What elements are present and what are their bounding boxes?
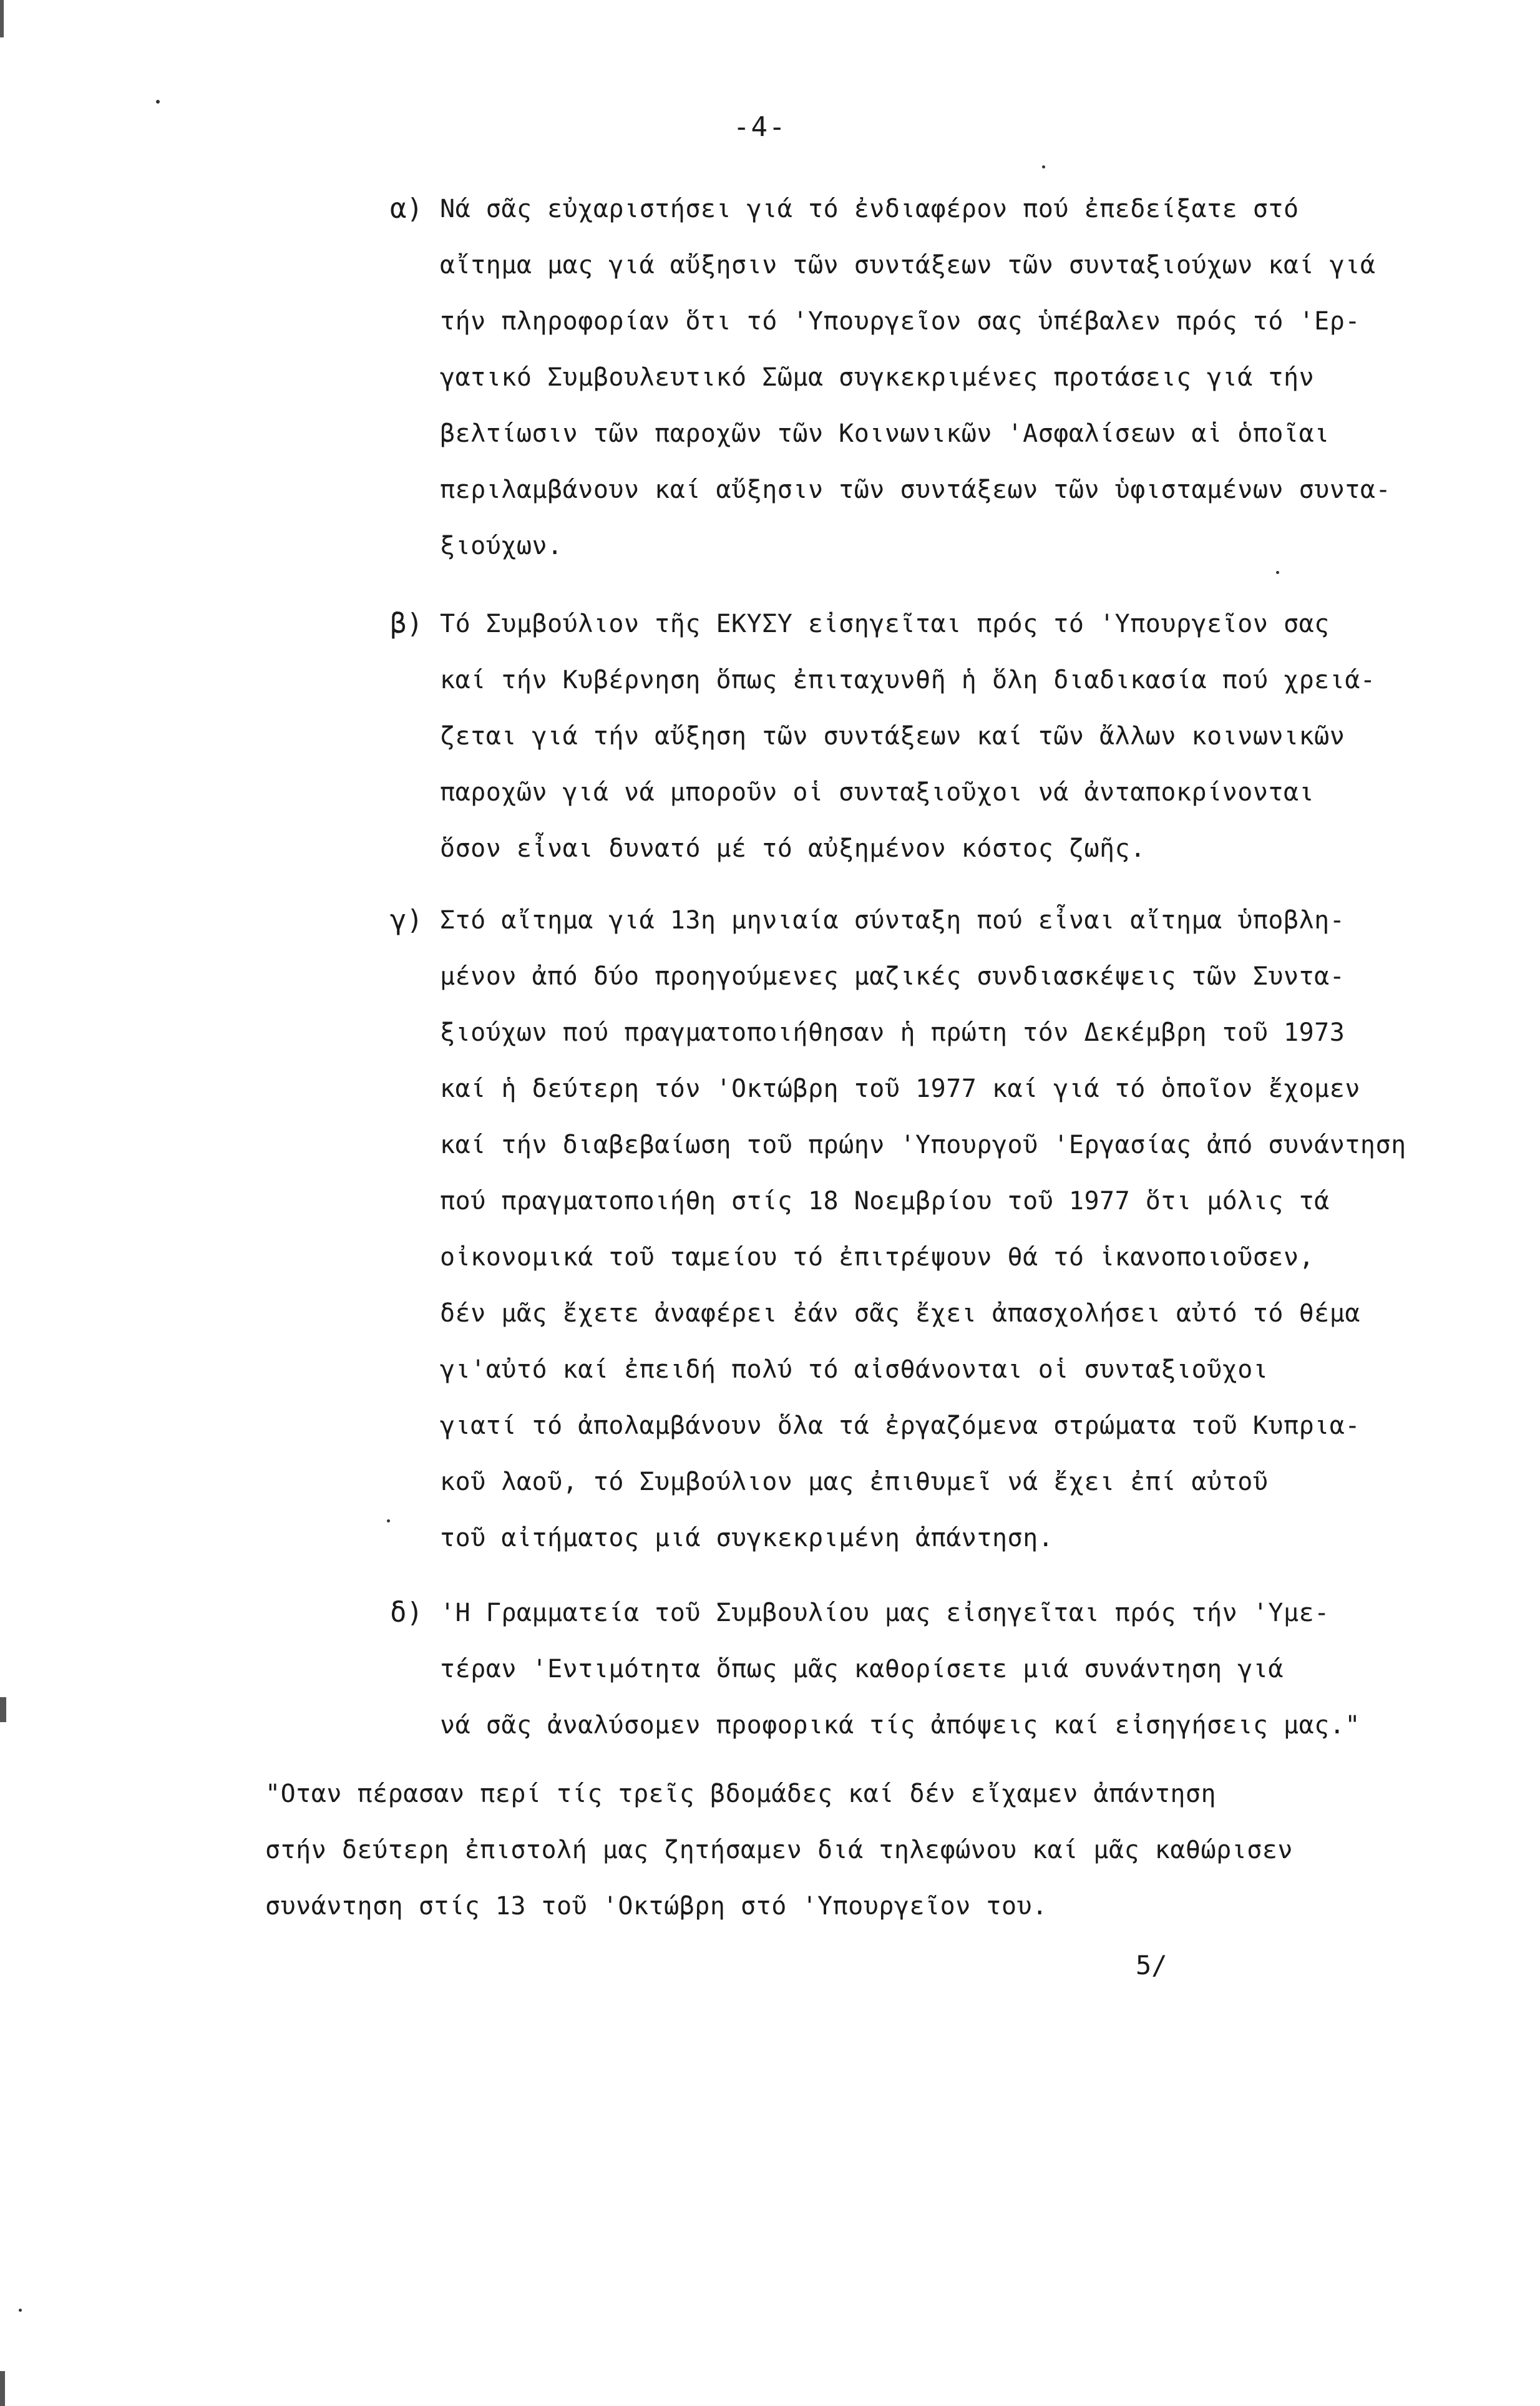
scan-speck xyxy=(387,1519,390,1522)
scan-edge-mark xyxy=(0,1697,6,1722)
continuation-reference: 5/ xyxy=(1136,1950,1167,1980)
item-text: Νά σᾶς εὐχαριστήσει γιά τό ἐνδιαφέρον πού ἐπεδείξατε στό αἴτημα μας γιά αὔξησιν τῶν συντάξεων τῶν συνταξιούχων καί γιά τήν πληροφορίαν ὅτι τό 'Υπουργεῖον σας ὑπέβαλεν πρός τό 'Ερ- γατικό Συμβουλευτικό Σῶμα συγκεκριμένες προτάσεις γιά τήν βελτίωσιν τῶν παροχῶν τῶν Κοινωνικῶν 'Ασφαλίσεων αἱ ὁποῖαι περιλαμβάνουν καί αὔξησιν τῶν συντάξεων τῶν ὑφισταμένων συντα- ξιούχων. xyxy=(440,195,1391,560)
page-number: -4- xyxy=(733,111,787,143)
item-label: δ) xyxy=(390,1597,423,1629)
item-label: α) xyxy=(390,193,423,225)
scan-speck xyxy=(1276,571,1279,574)
scan-edge-mark xyxy=(0,0,4,37)
list-item-alpha xyxy=(390,181,1457,574)
closing-paragraph: "Οταν πέρασαν περί τίς τρεῖς βδομάδες καί δέν εἴχαμεν ἀπάντηση στήν δεύτερη ἐπιστολή μας ζητήσαμεν διά τηλεφώνου καί μᾶς καθώρισεν συνάντηση στίς 13 τοῦ 'Οκτώβρη στό 'Υπουργεῖον του. xyxy=(265,1780,1293,1921)
item-label: β) xyxy=(390,608,423,640)
item-text: Τό Συμβούλιον τῆς ΕΚΥΣΥ εἰσηγεῖται πρός τό 'Υπουργεῖον σας καί τήν Κυβέρνηση ὅπως ἐπιταχυνθῆ ἡ ὅλη διαδικασία πού χρειά- ζεται γιά τήν αὔξηση τῶν συντάξεων καί τῶν ἄλλων κοινωνικῶν παροχῶν γιά νά μποροῦν οἱ συνταξιοῦχοι νά ἀνταποκρίνονται ὅσον εἶναι δυνατό μέ τό αὐξημένον κόστος ζωῆς. xyxy=(440,610,1376,863)
list-item-delta xyxy=(390,1585,1457,1753)
item-text: 'Η Γραμματεία τοῦ Συμβουλίου μας εἰσηγεῖται πρός τήν 'Υμε- τέραν 'Εντιμότητα ὅπως μᾶς καθορίσετε μιά συνάντηση γιά νά σᾶς ἀναλύσομεν προφορικά τίς ἀπόψεις καί εἰσηγήσεις μας." xyxy=(440,1599,1360,1740)
list-item-gamma xyxy=(390,892,1457,1566)
scan-speck xyxy=(1042,165,1045,168)
list-item-beta xyxy=(390,596,1457,877)
scan-edge-mark xyxy=(0,2371,5,2406)
scan-speck xyxy=(156,100,160,104)
item-text: Στό αἴτημα γιά 13η μηνιαία σύνταξη πού εἶναι αἴτημα ὑποβλη- μένον ἀπό δύο προηγούμενες μαζικές συνδιασκέψεις τῶν Συντα- ξιούχων πού πραγματοποιήθησαν ἡ πρώτη τόν Δεκέμβρη τοῦ 1973 καί ἡ δεύτερη τόν 'Οκτώβρη τοῦ 1977 καί γιά τό ὁποῖον ἔχομεν καί τήν διαβεβαίωση τοῦ πρώην 'Υπουργοῦ 'Εργασίας ἀπό συνάντηση πού πραγματοποιήθη στίς 18 Νοεμβρίου τοῦ 1977 ὅτι μόλις τά οἰκονομικά τοῦ ταμείου τό ἐπιτρέψουν θά τό ἱκανοποιοῦσεν, δέν μᾶς ἔχετε ἀναφέρει ἐάν σᾶς ἔχει ἀπασχολήσει αὐτό τό θέμα γι'αὐτό καί ἐπειδή πολύ τό αἰσθάνονται οἱ συνταξιοῦχοι γιατί τό ἀπολαμβάνουν ὅλα τά ἐργαζόμενα στρώματα τοῦ Κυπρια- κοῦ λαοῦ, τό Συμβούλιον μας ἐπιθυμεῖ νά ἔχει ἐπί αὐτοῦ τοῦ αἰτήματος μιά συγκεκριμένη ἀπάντηση. xyxy=(440,906,1406,1552)
scan-speck xyxy=(19,2309,22,2312)
item-label: γ) xyxy=(390,904,423,936)
